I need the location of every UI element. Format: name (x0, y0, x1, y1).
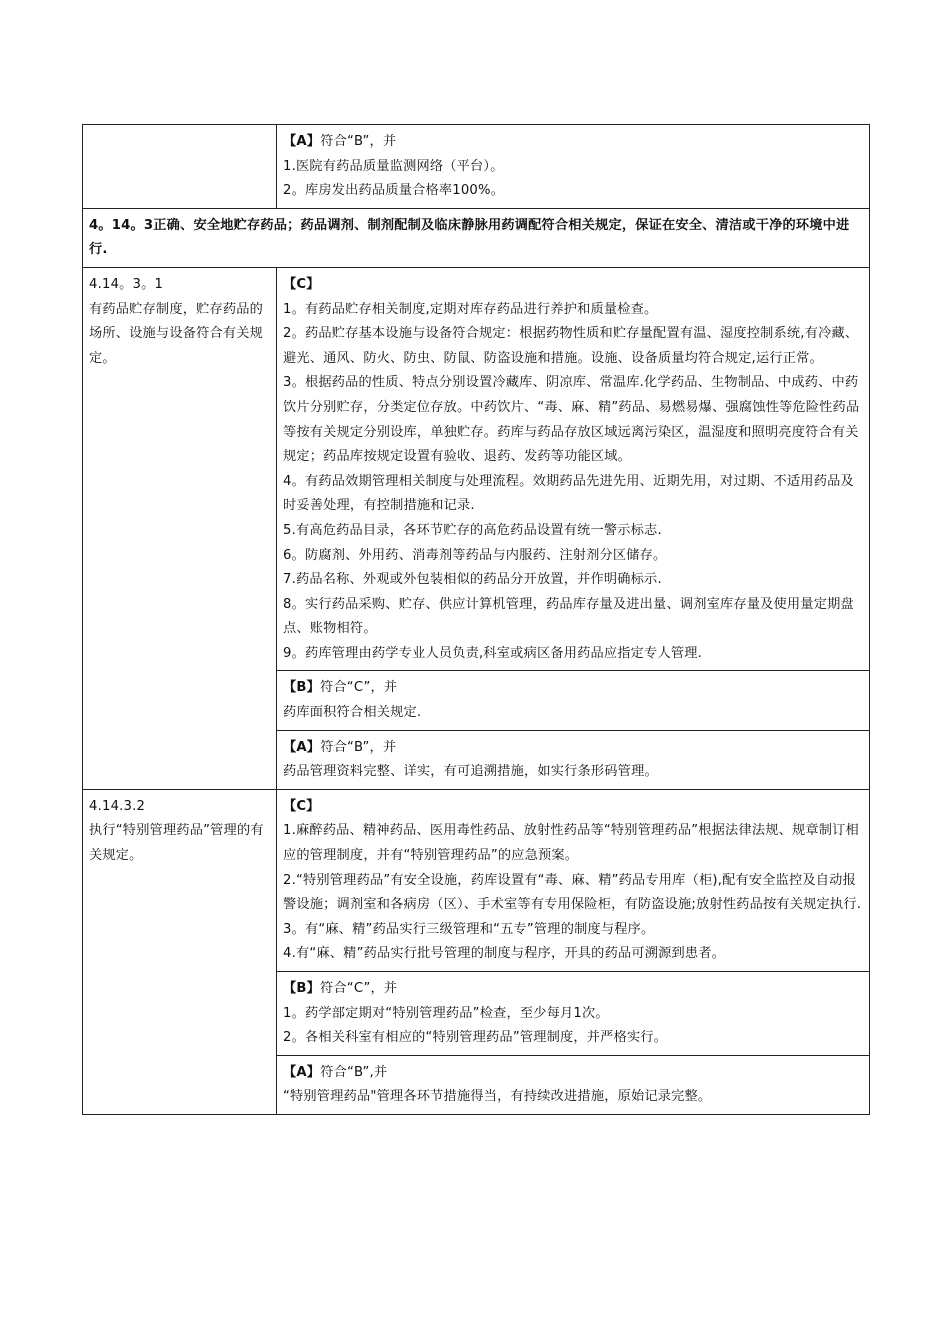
criteria-line: 2.“特别管理药品”有安全设施，药库设置有“毒、麻、精”药品专用库（柜),配有安全监控及自动报警设施；调剂室和各病房（区）、手术室等有专用保险柜，有防盗设施;放射性药品按有关规定执行. (283, 872, 862, 913)
criteria-line: 8。实行药品采购、贮存、供应计算机管理，药品库存量及进出量、调剂室库存量及使用量定期盘点、账物相符。 (283, 596, 854, 637)
criteria-line: 7.药品名称、外观或外包装相似的药品分开放置，并作明确标示. (283, 572, 662, 588)
criteria-line: 1。药学部定期对“特别管理药品”检查，至少每月1次。 (283, 1005, 609, 1021)
criteria-cell-c (277, 789, 870, 971)
item-description: 执行“特别管理药品”管理的有关规定。 (89, 823, 264, 864)
level-tag-a: 【A】 (283, 739, 321, 755)
table-row (83, 267, 870, 671)
criteria-cell-c (277, 267, 870, 671)
item-number: 4.14.3.2 (89, 798, 146, 814)
level-title: 符合“C”，并 (320, 981, 398, 996)
level-title: 符合“B”,并 (320, 1064, 388, 1080)
criteria-line: 3。根据药品的性质、特点分别设置冷藏库、阴凉库、常温库.化学药品、生物制品、中成药、中药饮片分别贮存，分类定位存放。中药饮片、“毒、麻、精”药品、易燃易爆、强腐蚀性等危险性药品等按有关规定分别设库，单独贮存。药库与药品存放区域远离污染区，温湿度和照明亮度符合有关规定；药品库按规定设置有验收、退药、发药等功能区域。 (283, 375, 860, 465)
item-description: 有药品贮存制度，贮存药品的场所、设施与设备符合有关规定。 (89, 301, 264, 366)
criteria-line: 6。防腐剂、外用药、消毒剂等药品与内服药、注射剂分区储存。 (283, 547, 667, 563)
level-title: 符合“B”，并 (320, 739, 397, 755)
item-number: 4.14。3。1 (89, 276, 164, 292)
table-row (83, 125, 870, 209)
criteria-line: 2。药品贮存基本设施与设备符合规定：根据药物性质和贮存量配置有温、湿度控制系统,有冷藏、避光、通风、防火、防虫、防鼠、防盗设施和措施。设施、设备质量均符合规定,运行正常。 (283, 326, 859, 366)
level-tag-c: 【C】 (283, 276, 320, 292)
criteria-line: 药库面积符合相关规定. (283, 705, 422, 721)
criteria-line: 1.麻醉药品、精神药品、医用毒性药品、放射性药品等“特别管理药品”根据法律法规、规章制订相应的管理制度，并有“特别管理药品”的应急预案。 (283, 823, 859, 864)
criteria-cell-b (277, 671, 870, 730)
standards-table (82, 124, 870, 1115)
level-tag-a: 【A】 (283, 1064, 321, 1080)
criteria-cell-a (277, 125, 870, 209)
level-tag-c: 【C】 (283, 798, 320, 814)
level-title: 符合“B”，并 (320, 134, 397, 149)
criteria-cell-a (277, 730, 870, 789)
criteria-line: 2。库房发出药品质量合格率100%。 (283, 183, 505, 199)
table-row (83, 789, 870, 971)
criteria-line: 1.医院有药品质量监测网络（平台）。 (283, 158, 504, 174)
criteria-line: 4。有药品效期管理相关制度与处理流程。效期药品先进先用、近期先用，对过期、不适用药品及时妥善处理，有控制措施和记录. (283, 473, 854, 514)
level-tag-a: 【A】 (283, 134, 321, 149)
level-tag-b: 【B】 (283, 981, 321, 996)
criteria-cell-a (277, 1055, 870, 1114)
criteria-line: 1。有药品贮存相关制度,定期对库存药品进行养护和质量检查。 (283, 301, 658, 317)
section-heading: 4。14。3正确、安全地贮存药品；药品调剂、制剂配制及临床静脉用药调配符合相关规定，保证在安全、清洁或干净的环境中进行. (83, 208, 870, 267)
criteria-line: “特别管理药品"管理各环节措施得当，有持续改进措施，原始记录完整。 (283, 1089, 712, 1105)
criteria-line: 5.有高危药品目录，各环节贮存的高危药品设置有统一警示标志. (283, 522, 662, 538)
item-cell-empty (83, 125, 277, 209)
criteria-line: 2。各相关科室有相应的“特别管理药品”管理制度，并严格实行。 (283, 1030, 668, 1046)
level-tag-b: 【B】 (283, 680, 321, 696)
criteria-cell-b (277, 972, 870, 1056)
section-heading-row (83, 208, 870, 267)
level-title: 符合“C”，并 (320, 680, 398, 696)
criteria-line: 4.有“麻、精”药品实行批号管理的制度与程序，开具的药品可溯源到患者。 (283, 946, 726, 962)
item-cell (83, 267, 277, 789)
criteria-line: 9。药库管理由药学专业人员负责,科室或病区备用药品应指定专人管理. (283, 645, 702, 661)
criteria-line: 药品管理资料完整、详实，有可追溯措施，如实行条形码管理。 (283, 764, 658, 780)
criteria-line: 3。有“麻、精”药品实行三级管理和“五专”管理的制度与程序。 (283, 921, 655, 937)
item-cell (83, 789, 277, 1114)
